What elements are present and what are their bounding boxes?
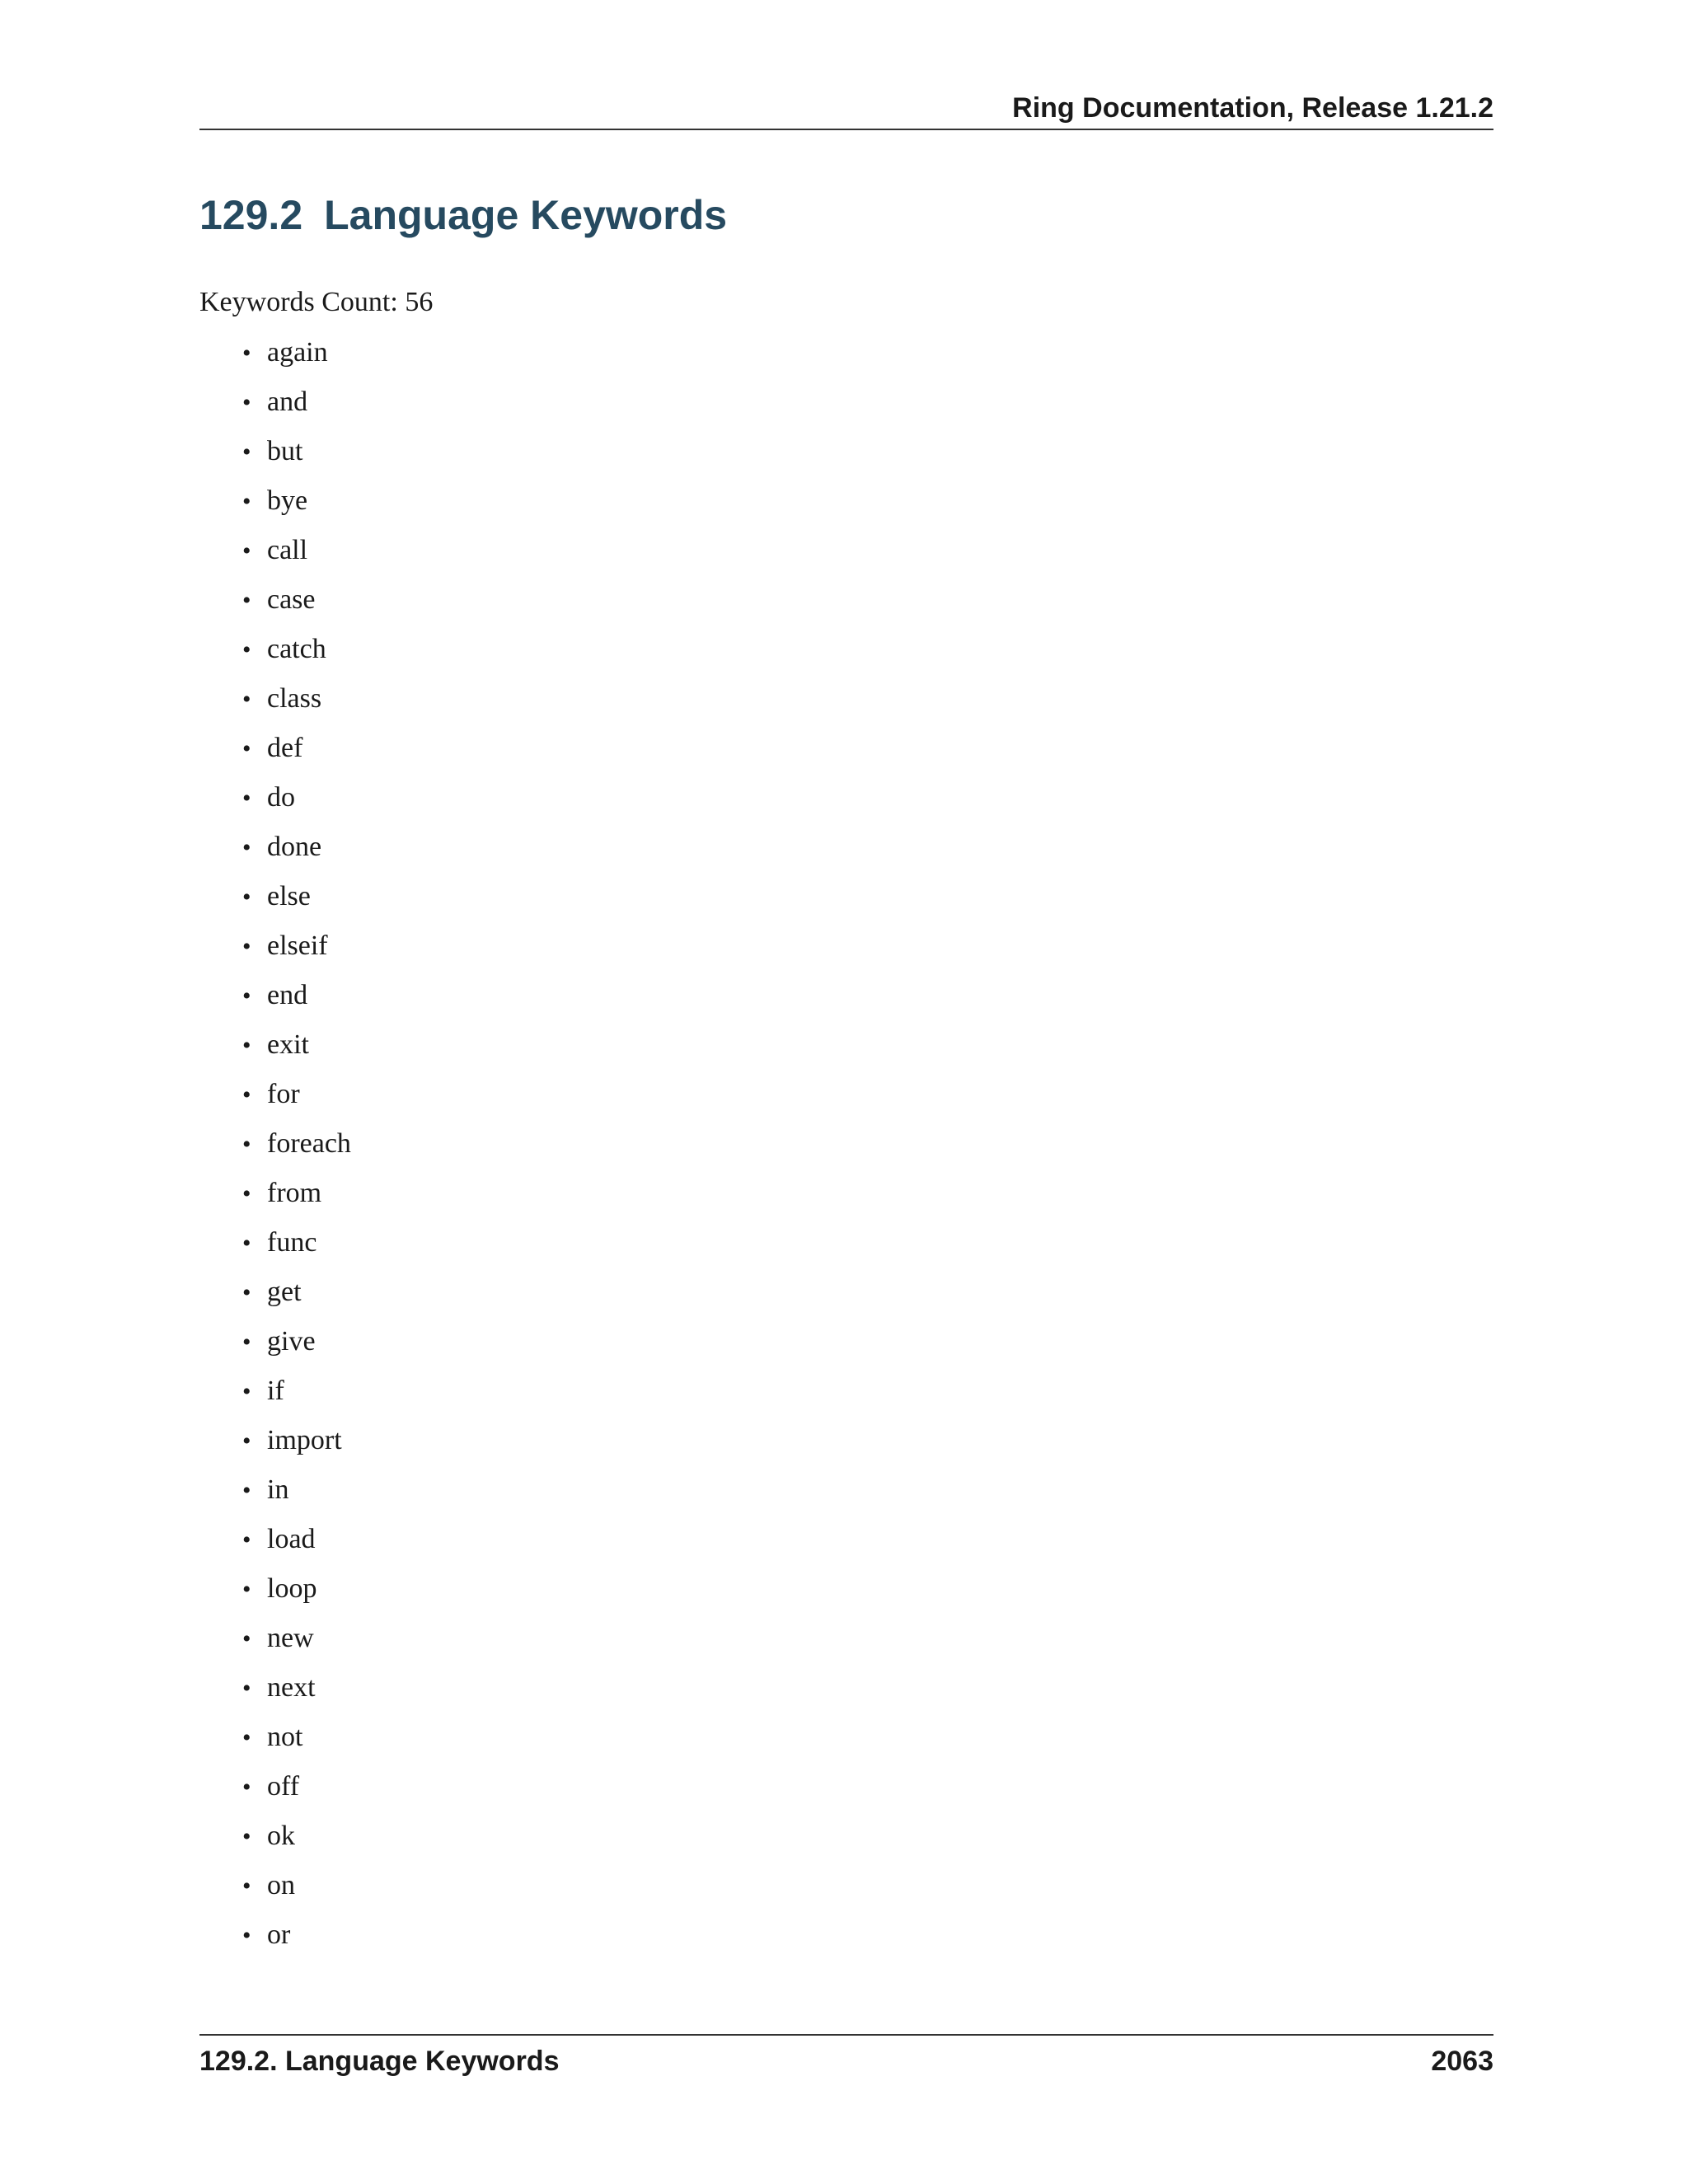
bullet-icon: •	[242, 438, 251, 466]
keyword-list-item	[242, 831, 321, 864]
keyword-list-item	[242, 930, 328, 963]
keyword-list-item	[242, 1622, 314, 1655]
keyword-text: done	[267, 832, 322, 862]
keyword-list-item	[242, 1226, 316, 1259]
bullet-icon: •	[242, 1724, 251, 1751]
keyword-text: give	[267, 1326, 316, 1357]
keyword-text: foreach	[267, 1128, 351, 1159]
keyword-list-item	[242, 1523, 316, 1556]
keyword-list-item	[242, 1177, 321, 1210]
keyword-list-item	[242, 583, 316, 616]
keyword-list-item	[242, 1770, 299, 1803]
bullet-icon: •	[242, 883, 251, 911]
keyword-text: load	[267, 1524, 316, 1554]
keyword-list-item	[242, 386, 307, 419]
keyword-list-item	[242, 682, 321, 715]
keyword-list-item	[242, 633, 326, 666]
bullet-icon: •	[242, 537, 251, 565]
section-title: Language Keywords	[324, 192, 728, 238]
keyword-list-item	[242, 1424, 342, 1457]
bullet-icon: •	[242, 785, 251, 812]
keyword-text: do	[267, 782, 295, 813]
keyword-text: and	[267, 387, 308, 417]
bullet-icon: •	[242, 834, 251, 861]
bullet-icon: •	[242, 1922, 251, 1949]
keyword-text: not	[267, 1722, 303, 1752]
bullet-icon: •	[242, 1477, 251, 1504]
keyword-list-item	[242, 880, 311, 913]
keyword-text: catch	[267, 634, 326, 664]
keyword-text: for	[267, 1079, 300, 1109]
keyword-text: func	[267, 1227, 317, 1258]
keyword-list-item	[242, 1127, 351, 1160]
bullet-icon: •	[242, 1329, 251, 1356]
bullet-icon: •	[242, 1131, 251, 1158]
keyword-list-item	[242, 1919, 290, 1952]
bullet-icon: •	[242, 1378, 251, 1405]
bullet-icon: •	[242, 1675, 251, 1702]
keyword-text: again	[267, 337, 328, 368]
bullet-icon: •	[242, 982, 251, 1010]
keyword-text: class	[267, 683, 322, 714]
bullet-icon: •	[242, 587, 251, 614]
keyword-list-item	[242, 1325, 316, 1358]
bullet-icon: •	[242, 735, 251, 762]
bullet-icon: •	[242, 686, 251, 713]
footer-section-label: 129.2. Language Keywords	[199, 2046, 560, 2077]
keyword-text: end	[267, 980, 308, 1010]
bullet-icon: •	[242, 1625, 251, 1652]
keyword-list-item	[242, 336, 328, 369]
bullet-icon: •	[242, 933, 251, 960]
bullet-icon: •	[242, 1872, 251, 1900]
keyword-text: on	[267, 1870, 295, 1900]
bullet-icon: •	[242, 1230, 251, 1257]
running-header-title: Ring Documentation, Release 1.21.2	[1012, 92, 1493, 124]
keyword-list-item	[242, 979, 307, 1012]
keyword-list-item	[242, 485, 307, 518]
bullet-icon: •	[242, 340, 251, 367]
keyword-text: loop	[267, 1573, 317, 1604]
keyword-text: from	[267, 1178, 322, 1208]
keyword-text: bye	[267, 485, 308, 516]
keyword-text: call	[267, 535, 308, 565]
keyword-list-item	[242, 1820, 295, 1853]
keywords-count-text: Keywords Count: 56	[199, 287, 434, 317]
keyword-text: next	[267, 1672, 316, 1703]
keyword-text: new	[267, 1623, 314, 1653]
bullet-icon: •	[242, 1576, 251, 1603]
keyword-list-item	[242, 1474, 288, 1507]
keyword-text: get	[267, 1277, 302, 1307]
keyword-text: case	[267, 584, 316, 615]
keyword-list-item	[242, 1572, 316, 1605]
keyword-text: if	[267, 1376, 284, 1406]
keyword-text: or	[267, 1919, 291, 1950]
keyword-list-item	[242, 1029, 309, 1062]
keyword-list-item	[242, 781, 295, 814]
bullet-icon: •	[242, 1032, 251, 1059]
keyword-text: in	[267, 1474, 289, 1505]
keyword-list-item	[242, 1375, 284, 1408]
section-number: 129.2	[199, 192, 303, 238]
bullet-icon: •	[242, 389, 251, 416]
page-number: 2063	[1431, 2046, 1493, 2077]
keyword-list-item	[242, 1869, 295, 1902]
keyword-text: def	[267, 733, 303, 763]
running-header	[199, 89, 1493, 130]
bullet-icon: •	[242, 636, 251, 663]
keyword-list-item	[242, 1721, 302, 1754]
keyword-text: exit	[267, 1029, 309, 1060]
keyword-list-item	[242, 435, 302, 468]
keyword-list-item	[242, 534, 307, 567]
bullet-icon: •	[242, 1081, 251, 1108]
keyword-text: else	[267, 881, 311, 912]
bullet-icon: •	[242, 1774, 251, 1801]
keyword-list-item	[242, 1276, 302, 1309]
keyword-list-item	[242, 732, 302, 765]
running-footer	[199, 2034, 1493, 2083]
keyword-text: import	[267, 1425, 342, 1455]
keyword-list-item	[242, 1671, 316, 1704]
bullet-icon: •	[242, 1526, 251, 1554]
bullet-icon: •	[242, 488, 251, 515]
keyword-text: elseif	[267, 930, 328, 961]
bullet-icon: •	[242, 1279, 251, 1306]
bullet-icon: •	[242, 1427, 251, 1455]
keyword-list-item	[242, 1078, 300, 1111]
bullet-icon: •	[242, 1823, 251, 1850]
keyword-text: ok	[267, 1821, 295, 1851]
keyword-text: but	[267, 436, 303, 466]
keyword-text: off	[267, 1771, 300, 1802]
bullet-icon: •	[242, 1180, 251, 1207]
section-heading	[199, 194, 727, 236]
